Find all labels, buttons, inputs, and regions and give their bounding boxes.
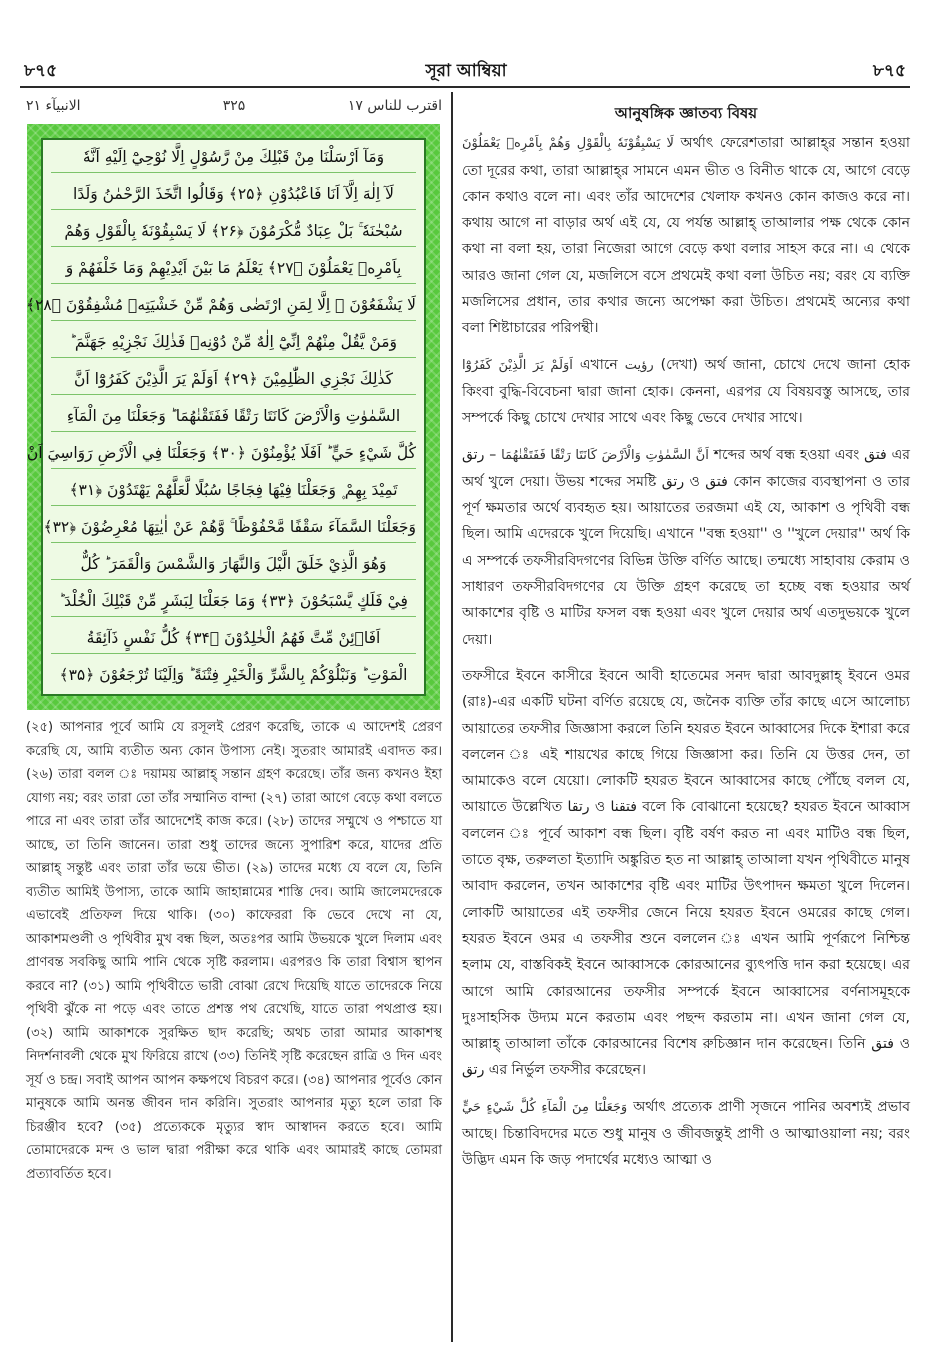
quote-arabic: لَا يَسْبِقُوْنَهٗ بِالْقَوْلِ وَهُمْ بِاَمْرِهٖ يَعْمَلُوْنَ: [462, 136, 674, 152]
paragraph-text: এখানে: [579, 356, 618, 373]
page-number-left: ৮৭৫: [24, 61, 58, 81]
paragraph-text: (দেখা) অর্থ জানা, চোখে দেখে জানা হোক কিংবা বুদ্ধি-বিবেচনা দ্বারা জানা হোক। কেননা, এরপর যে বিষয়বস্তু আসছে, তার সম্পর্কে কিছু চোখে দেখার সাথে এবং কিছু ভেবে দেখার সাথে।: [462, 356, 911, 427]
arabic-juz-label: اقترب للناس ۱۷: [347, 98, 442, 114]
arabic-line: السَّمٰوٰتِ وَالْاَرْضَ كَانَتَا رَتْقًا فَفَتَقْنٰهُمَا ؕ وَجَعَلْنَا مِنَ الْمَآءِ: [51, 403, 416, 432]
page-header: [0, 0, 932, 96]
arabic-line: لَآ اِلٰهَ اِلَّآ اَنَا فَاعْبُدُوْنِ ﴿۲۵﴾ وَقَالُوا اتَّخَذَ الرَّحْمٰنُ وَلَدًا: [51, 181, 416, 210]
paragraph-text: বন্ধ হওয়া এবং فتق এর অর্থ খুলে দেয়া। উভয় শব্দের সমষ্টি رتق ও فتق কোন কাজের ব্যবস্থাপনা ও তার পূর্ণ ক্ষমতার অর্থে ব্যবহৃত হয়। আয়াতের তরজমা এই যে, আকাশ ও পৃথিবী বন্ধ ছিল। আমি এদেরকে খুলে দিয়েছি। এখানে ''বন্ধ হওয়া'' ও ''খুলে দেয়ার'' অর্থ কি এ সম্পর্কে তফসীরবিদগণের বিভিন্ন উক্তি বর্ণিত আছে। তন্মধ্যে সাহাবায় কেরাম ও সাধারণ তফসীরবিদগণের যে উক্তি গ্রহণ করেছে তা হচ্ছে বন্ধ হওয়ার অর্থ আকাশের বৃষ্টি ও মাটির ফসল বন্ধ হওয়া এবং খুলে দেয়ার অর্থ এতদুভয়কে খুলে দেয়া।: [462, 446, 910, 648]
verse-translation: (২৫) আপনার পূর্বে আমি যে রসূলই প্রেরণ করেছি, তাকে এ আদেশই প্রেরণ করেছি যে, আমি ব্যতীত অন্য কোন উপাস্য নেই। সুতরাং আমারই এবাদত কর। (২৬) তারা বলল ঃ দয়াময় আল্লাহ্ সন্তান গ্রহণ করেছে। তাঁর জন্য কখনও ইহা যোগ্য নয়; বরং তারা তো তাঁর সম্মানিত বান্দা (২৭) তারা আগে বেড়ে কথা বলতে পারে না এবং তারা তাঁর আদেশেই কাজ করে। (২৮) তাদের সম্মুখে ও পশ্চাতে যা আছে, তা তিনি জানেন। তারা শুধু তাদের জন্যে সুপারিশ করে, যাদের প্রতি আল্লাহ্ সন্তুষ্ট এবং তারা তাঁর ভয়ে ভীত। (২৯) তাদের মধ্যে যে বলে যে, তিনি ব্যতীত আমিই উপাস্য, তাকে আমি জাহান্নামের শাস্তি দেব। আমি জালেমদেরকে এভাবেই প্রতিফল দিয়ে থাকি। (৩০) কাফেররা কি ভেবে দেখে না যে, আকাশমণ্ডলী ও পৃথিবীর মুখ বন্ধ ছিল, অতঃপর আমি উভয়কে খুলে দিলাম এবং প্রাণবন্ত সবকিছু আমি পানি থেকে সৃষ্টি করলাম। এরপরও কি তারা বিশ্বাস স্থাপন করবে না? (৩১) আমি পৃথিবীতে ভারী বোঝা রেখে দিয়েছি যাতে তাদেরকে নিয়ে পৃথিবী ঝুঁকে না পড়ে এবং তাতে প্রশস্ত পথ রেখেছি, যাতে তারা পথপ্রাপ্ত হয়। (৩২) আমি আকাশকে সুরক্ষিত ছাদ করেছি; অথচ তারা আমার আকাশস্থ নিদর্শনাবলী থেকে মুখ ফিরিয়ে রাখে (৩৩) তিনিই সৃষ্টি করেছেন রাত্রি ও দিন এবং সূর্য ও চন্দ্র। সবাই আপন আপন কক্ষপথে বিচরণ করে। (৩৪) আপনার পূর্বেও কোন মানুষকে আমি অনন্ত জীবন দান করিনি। সুতরাং আপনার মৃত্যু হলে তারা কি চিরঞ্জীব হবে? (৩৫) প্রত্যেককে মৃত্যুর স্বাদ আস্বাদন করতে হবে। আমি তোমাদেরকে মন্দ ও ভাল দ্বারা পরীক্ষা করে থাকি এবং আমারই কাছে তোমরা প্রত্যাবর্তিত হবে।: [26, 720, 442, 1182]
arabic-line: لَا يَشْفَعُوْنَ ۙ اِلَّا لِمَنِ ارْتَضٰى وَهُمْ مِّنْ خَشْيَتِهٖ مُشْفِقُوْنَ ﴿۲۸﴾: [51, 292, 416, 321]
commentary-paragraph: [462, 663, 910, 1084]
quote-arabic: اَنَّ السَّمٰوٰتِ وَالْاَرْضَ كَانَتَا رَتْقًا فَفَتَقْنٰهُمَا: [501, 447, 709, 463]
commentary-paragraph: [462, 130, 910, 341]
column-divider: [451, 92, 453, 1342]
quote-arabic: رؤيت: [624, 357, 654, 373]
arabic-line: وَمَنْ يَّقُلْ مِنْهُمْ اِنِّيْٓ اِلٰهٌ مِّنْ دُوْنِهٖ فَذٰلِكَ نَجْزِيْهِ جَهَنَّمَ ؕ: [51, 329, 416, 358]
arabic-page-number: ۳۲۵: [222, 98, 246, 114]
arabic-line: الْمَوْتِ ؕ وَنَبْلُوْكُمْ بِالشَّرِّ وَالْخَيْرِ فِتْنَةً ؕ وَاِلَيْنَا تُرْجَعُوْنَ ﴿۳۵﴾: [59, 666, 408, 684]
arabic-page-header: [26, 98, 442, 124]
arabic-line: كَذٰلِكَ نَجْزِي الظّٰلِمِيْنَ ﴿۲۹﴾ اَوَلَمْ يَرَ الَّذِيْنَ كَفَرُوْٓا اَنَّ: [51, 366, 416, 395]
arabic-line: سُبْحٰنَهٗ ۚ بَلْ عِبَادٌ مُّكْرَمُوْنَ ﴿۲۶﴾ لَا يَسْبِقُوْنَهٗ بِالْقَوْلِ وَهُمْ: [51, 218, 416, 247]
quran-text-frame: [27, 124, 440, 710]
arabic-surah-label: الانبيآء ۲۱: [26, 98, 81, 114]
quote-arabic: وَجَعَلْنَا مِنَ الْمَآءِ كُلَّ شَيْءٍ حَيٍّ: [462, 1099, 628, 1115]
paragraph-text: অর্থাৎ ফেরেশতারা আল্লাহ্‌র সন্তান হওয়া তো দূরের কথা, তারা আল্লাহ্‌র সামনে এমন ভীত ও বিনীত থাকে যে, আগে বেড়ে কোন কথাও বলে না। এবং তাঁর আদেশের খেলাফ কখনও কোন কাজও করে না। কথায় আগে না বাড়ার অর্থ এই যে, যে পর্যন্ত আল্লাহ্ তাআলার পক্ষ থেকে কোন কথা না বলা হয়, তারা নিজেরা আগে বেড়ে কথা বলার সাহস করে না। এ থেকে আরও জানা গেল যে, মজলিসে বসে প্রথমেই কথা বলা উচিত নয়; বরং যে ব্যক্তি মজলিসের প্রধান, তার কথার জন্যে অপেক্ষা করা উচিত। প্রথমেই অন্যের কথা বলা শিষ্টাচারের পরিপন্থী।: [462, 135, 910, 337]
arabic-line: وَهُوَ الَّذِيْ خَلَقَ الَّيْلَ وَالنَّهَارَ وَالشَّمْسَ وَالْقَمَرَ ؕ كُلٌّ: [51, 551, 416, 580]
commentary-paragraph: [462, 352, 910, 432]
quote-arabic: اَوَلَمْ يَرَ الَّذِيْنَ كَفَرُوْٓا: [462, 357, 573, 373]
header-rule: [20, 86, 910, 88]
arabic-line: وَمَآ اَرْسَلْنَا مِنْ قَبْلِكَ مِنْ رَّسُوْلٍ اِلَّا نُوْحِيْٓ اِلَيْهِ اَنَّهٗ: [51, 144, 416, 173]
paragraph-text: তফসীরে ইবনে কাসীরে ইবনে আবী হাতেমের সনদ দ্বারা আবদুল্লাহ্ ইবনে ওমর (রাঃ)-এর একটি ঘটনা বর্ণিত রয়েছে যে, জনৈক ব্যক্তি তাঁর কাছে এসে আলোচ্য আয়াতের তফসীর জিজ্ঞাসা করলে তিনি হযরত ইবনে আব্বাসের দিকে ইশারা করে বললেন ঃ এই শায়খের কাছে গিয়ে জিজ্ঞাসা কর। তিনি যে উত্তর দেন, তা আমাকেও বলে যেয়ো। লোকটি হযরত ইবনে আব্বাসের কাছে পৌঁছে বলল যে, আয়াতে উল্লেখিত رتقا ও فتقنا বলে কি বোঝানো হয়েছে? হযরত ইবনে আব্বাস বললেন ঃ পূর্বে আকাশ বন্ধ ছিল। বৃষ্টি বর্ষণ করত না এবং মাটিও বন্ধ ছিল, তাতে বৃক্ষ, তরুলতা ইত্যাদি অঙ্কুরিত হত না আল্লাহ্ তাআলা যখন পৃথিবীতে মানুষ আবাদ করলেন, তখন আকাশের বৃষ্টি এবং মাটির উৎপাদন ক্ষমতা খুলে দিলেন। লোকটি আয়াতের এই তফসীর জেনে নিয়ে হযরত ইবনে ওমরের কাছে গেল। হযরত ইবনে ওমর এ তফসীর শুনে বললেন ঃ এখন আমি পূর্ণরূপে নিশ্চিন্ত হলাম যে, বাস্তবিকই ইবনে আব্বাসকে কোরআনের ব্যুৎপত্তি দান করা হয়েছে। এর আগে আমি কোরআনের তফসীর সম্পর্কে ইবনে আব্বাসের বর্ণনাসমূহকে দুঃসাহসিক উদ্যম মনে করতাম এবং পছন্দ করতাম না। এখন জানা গেল যে, আল্লাহ্ তাআলা তাঁকে কোরআনের বিশেষ রুচিজ্ঞান দান করেছেন। তিনি فتق ও رتق এর নির্ভুল তফসীর করেছেন।: [462, 667, 910, 1079]
paragraph-text: অর্থাৎ প্রত্যেক প্রাণী সৃজনে পানির অবশ্যই প্রভাব আছে। চিন্তাবিদদের মতে শুধু মানুষ ও জীবজন্তুই প্রাণী ও আত্মাওয়ালা নয়; বরং উদ্ভিদ এমন কি জড় পদার্থের মধ্যেও আত্মা ও: [462, 1098, 910, 1169]
quran-text-panel: [25, 138, 426, 696]
arabic-line: وَجَعَلْنَا السَّمَآءَ سَقْفًا مَّحْفُوْظًا ۚ وَّهُمْ عَنْ اٰيٰتِهَا مُعْرِضُوْنَ ﴿۳۲﴾: [51, 514, 416, 543]
commentary-paragraph: [462, 1094, 910, 1174]
arabic-line: تَمِيْدَ بِهِمْ ۪ وَجَعَلْنَا فِيْهَا فِجَاجًا سُبُلًا لَّعَلَّهُمْ يَهْتَدُوْنَ ﴿۳۱﴾: [51, 477, 416, 506]
surah-title: সূরা আম্বিয়া: [425, 61, 507, 81]
arabic-line: فِيْ فَلَكٍ يَّسْبَحُوْنَ ﴿۳۳﴾ وَمَا جَعَلْنَا لِبَشَرٍ مِّنْ قَبْلِكَ الْخُلْدَ ؕ: [51, 588, 416, 617]
commentary-column: [462, 100, 910, 1184]
commentary-paragraph: [462, 442, 910, 653]
paragraph-text: – رتق শব্দের অর্থ: [462, 446, 772, 463]
arabic-line: اَفَاۡئِنْ مِّتَّ فَهُمُ الْخٰلِدُوْنَ ﴿۳۴﴾ كُلُّ نَفْسٍ ذَآئِقَةُ: [51, 625, 416, 654]
arabic-line: كُلَّ شَيْءٍ حَيٍّ ؕ اَفَلَا يُؤْمِنُوْنَ ﴿۳۰﴾ وَجَعَلْنَا فِي الْاَرْضِ رَوَاسِيَ اَنْ: [51, 440, 416, 469]
page-number-right: ৮৭৫: [872, 61, 906, 81]
arabic-line: بِاَمْرِهٖ يَعْمَلُوْنَ ﴿۲۷﴾ يَعْلَمُ مَا بَيْنَ اَيْدِيْهِمْ وَمَا خَلْفَهُمْ وَ: [51, 255, 416, 284]
commentary-heading: আনুষঙ্গিক জ্ঞাতব্য বিষয়: [614, 104, 758, 122]
